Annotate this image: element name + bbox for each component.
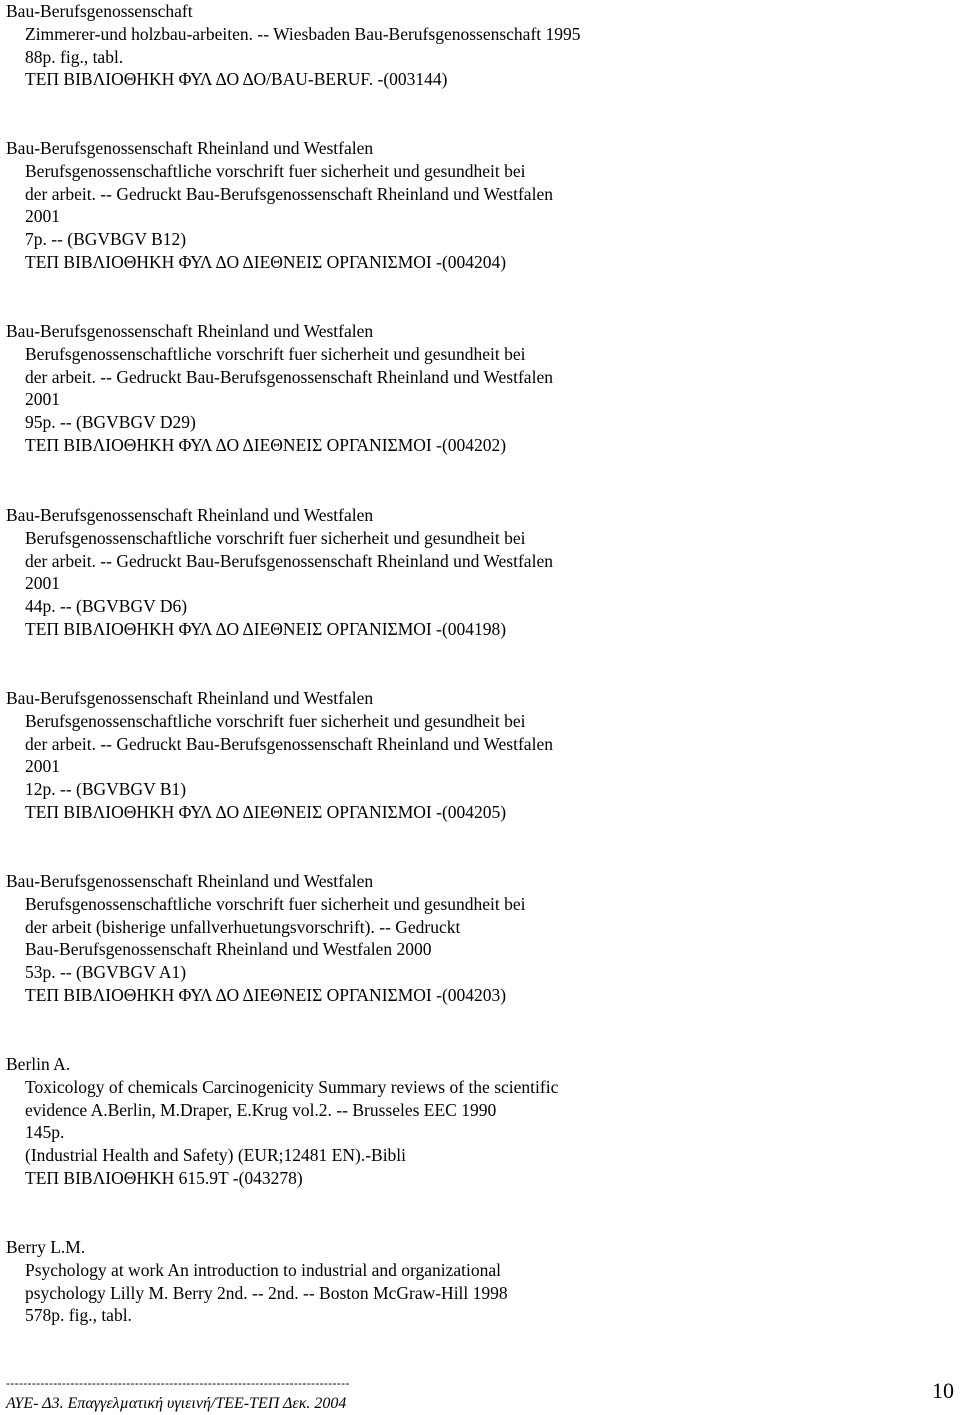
entry-line: Berufsgenossenschaftliche vorschrift fuer sicherheit und gesundheit bei <box>25 710 526 731</box>
entry-line: 2001 <box>25 756 60 777</box>
footer-text: ΑΥΕ- Δ3. Επαγγελµατική υγιεινή/ΤΕΕ-ΤΕΠ Δεκ. 2004 <box>6 1395 347 1412</box>
bibliography-entry <box>6 137 706 274</box>
entry-author: Bau-Berufsgenossenschaft Rheinland und Westfalen <box>6 688 374 708</box>
bibliography-entry <box>6 687 706 824</box>
entry-line: Psychology at work An introduction to industrial and organizational <box>25 1259 501 1280</box>
bibliography-entry <box>6 0 706 91</box>
entry-author: Berry L.M. <box>6 1237 86 1257</box>
entry-line: Berufsgenossenschaftliche vorschrift fuer sicherheit und gesundheit bei <box>25 893 526 914</box>
entry-line: ΤΕΠ ΒΙΒΛΙΟΘΗΚΗ ΦΥΛ ΔΟ ΔΙΕΘΝΕΙΣ ΟΡΓΑΝΙΣΜΟΙ -(004204) <box>25 251 507 272</box>
bibliography-entry <box>6 1236 706 1327</box>
entry-line: ΤΕΠ ΒΙΒΛΙΟΘΗΚΗ 615.9T -(043278) <box>25 1167 303 1188</box>
bibliography-entry <box>6 1053 706 1190</box>
entry-line: der arbeit. -- Gedruckt Bau-Berufsgenossenschaft Rheinland und Westfalen <box>25 366 553 387</box>
bibliography-entry <box>6 320 706 457</box>
bibliography-entry <box>6 504 706 641</box>
entry-line: der arbeit. -- Gedruckt Bau-Berufsgenossenschaft Rheinland und Westfalen <box>25 733 553 754</box>
entry-line: 7p. -- (BGVBGV B12) <box>25 229 187 250</box>
entry-author: Bau-Berufsgenossenschaft Rheinland und Westfalen <box>6 505 374 525</box>
entry-line: evidence A.Berlin, M.Draper, E.Krug vol.2. -- Brusseles EEC 1990 <box>25 1099 497 1120</box>
entry-line: Berufsgenossenschaftliche vorschrift fuer sicherheit und gesundheit bei <box>25 343 526 364</box>
entry-line: 145p. <box>25 1122 65 1143</box>
entry-line: 53p. -- (BGVBGV A1) <box>25 962 187 983</box>
entry-line: ΤΕΠ ΒΙΒΛΙΟΘΗΚΗ ΦΥΛ ΔΟ ΔΟ/BAU-BERUF. -(003144) <box>25 69 448 90</box>
entry-line: ΤΕΠ ΒΙΒΛΙΟΘΗΚΗ ΦΥΛ ΔΟ ΔΙΕΘΝΕΙΣ ΟΡΓΑΝΙΣΜΟΙ -(004202) <box>25 434 507 455</box>
entry-line: ΤΕΠ ΒΙΒΛΙΟΘΗΚΗ ΦΥΛ ΔΟ ΔΙΕΘΝΕΙΣ ΟΡΓΑΝΙΣΜΟΙ -(004198) <box>25 618 507 639</box>
entry-line: psychology Lilly M. Berry 2nd. -- 2nd. -- Boston McGraw-Hill 1998 <box>25 1282 508 1303</box>
entry-author: Bau-Berufsgenossenschaft <box>6 1 193 21</box>
entry-line: 578p. fig., tabl. <box>25 1305 132 1326</box>
entry-line: 44p. -- (BGVBGV D6) <box>25 596 188 617</box>
entry-line: Bau-Berufsgenossenschaft Rheinland und Westfalen 2000 <box>25 939 432 960</box>
entry-line: (Industrial Health and Safety) (EUR;12481 EN).-Bibli <box>25 1145 407 1166</box>
entry-line: 2001 <box>25 389 60 410</box>
entry-line: 12p. -- (BGVBGV B1) <box>25 779 187 800</box>
entry-line: Berufsgenossenschaftliche vorschrift fuer sicherheit und gesundheit bei <box>25 160 526 181</box>
entry-line: ΤΕΠ ΒΙΒΛΙΟΘΗΚΗ ΦΥΛ ΔΟ ΔΙΕΘΝΕΙΣ ΟΡΓΑΝΙΣΜΟΙ -(004203) <box>25 984 507 1005</box>
entry-line: der arbeit (bisherige unfallverhuetungsvorschrift). -- Gedruckt <box>25 916 461 937</box>
entry-author: Bau-Berufsgenossenschaft Rheinland und Westfalen <box>6 871 374 891</box>
entry-line: 2001 <box>25 206 60 227</box>
entry-line: der arbeit. -- Gedruckt Bau-Berufsgenossenschaft Rheinland und Westfalen <box>25 550 553 571</box>
footer-rule: -------------------------------------------------------------------------------- <box>6 1376 350 1390</box>
entry-line: Toxicology of chemicals Carcinogenicity Summary reviews of the scientific <box>25 1076 559 1097</box>
entry-author: Berlin A. <box>6 1054 71 1074</box>
entry-line: 88p. fig., tabl. <box>25 46 124 67</box>
page-number: 10 <box>932 1378 954 1403</box>
bibliography-entry <box>6 870 706 1007</box>
entry-author: Bau-Berufsgenossenschaft Rheinland und Westfalen <box>6 321 374 341</box>
entry-line: der arbeit. -- Gedruckt Bau-Berufsgenossenschaft Rheinland und Westfalen <box>25 183 553 204</box>
entry-line: ΤΕΠ ΒΙΒΛΙΟΘΗΚΗ ΦΥΛ ΔΟ ΔΙΕΘΝΕΙΣ ΟΡΓΑΝΙΣΜΟΙ -(004205) <box>25 801 507 822</box>
entry-line: 2001 <box>25 573 60 594</box>
entry-line: Zimmerer-und holzbau-arbeiten. -- Wiesbaden Bau-Berufsgenossenschaft 1995 <box>25 23 581 44</box>
entry-author: Bau-Berufsgenossenschaft Rheinland und Westfalen <box>6 138 374 158</box>
entry-line: Berufsgenossenschaftliche vorschrift fuer sicherheit und gesundheit bei <box>25 527 526 548</box>
entry-line: 95p. -- (BGVBGV D29) <box>25 412 196 433</box>
